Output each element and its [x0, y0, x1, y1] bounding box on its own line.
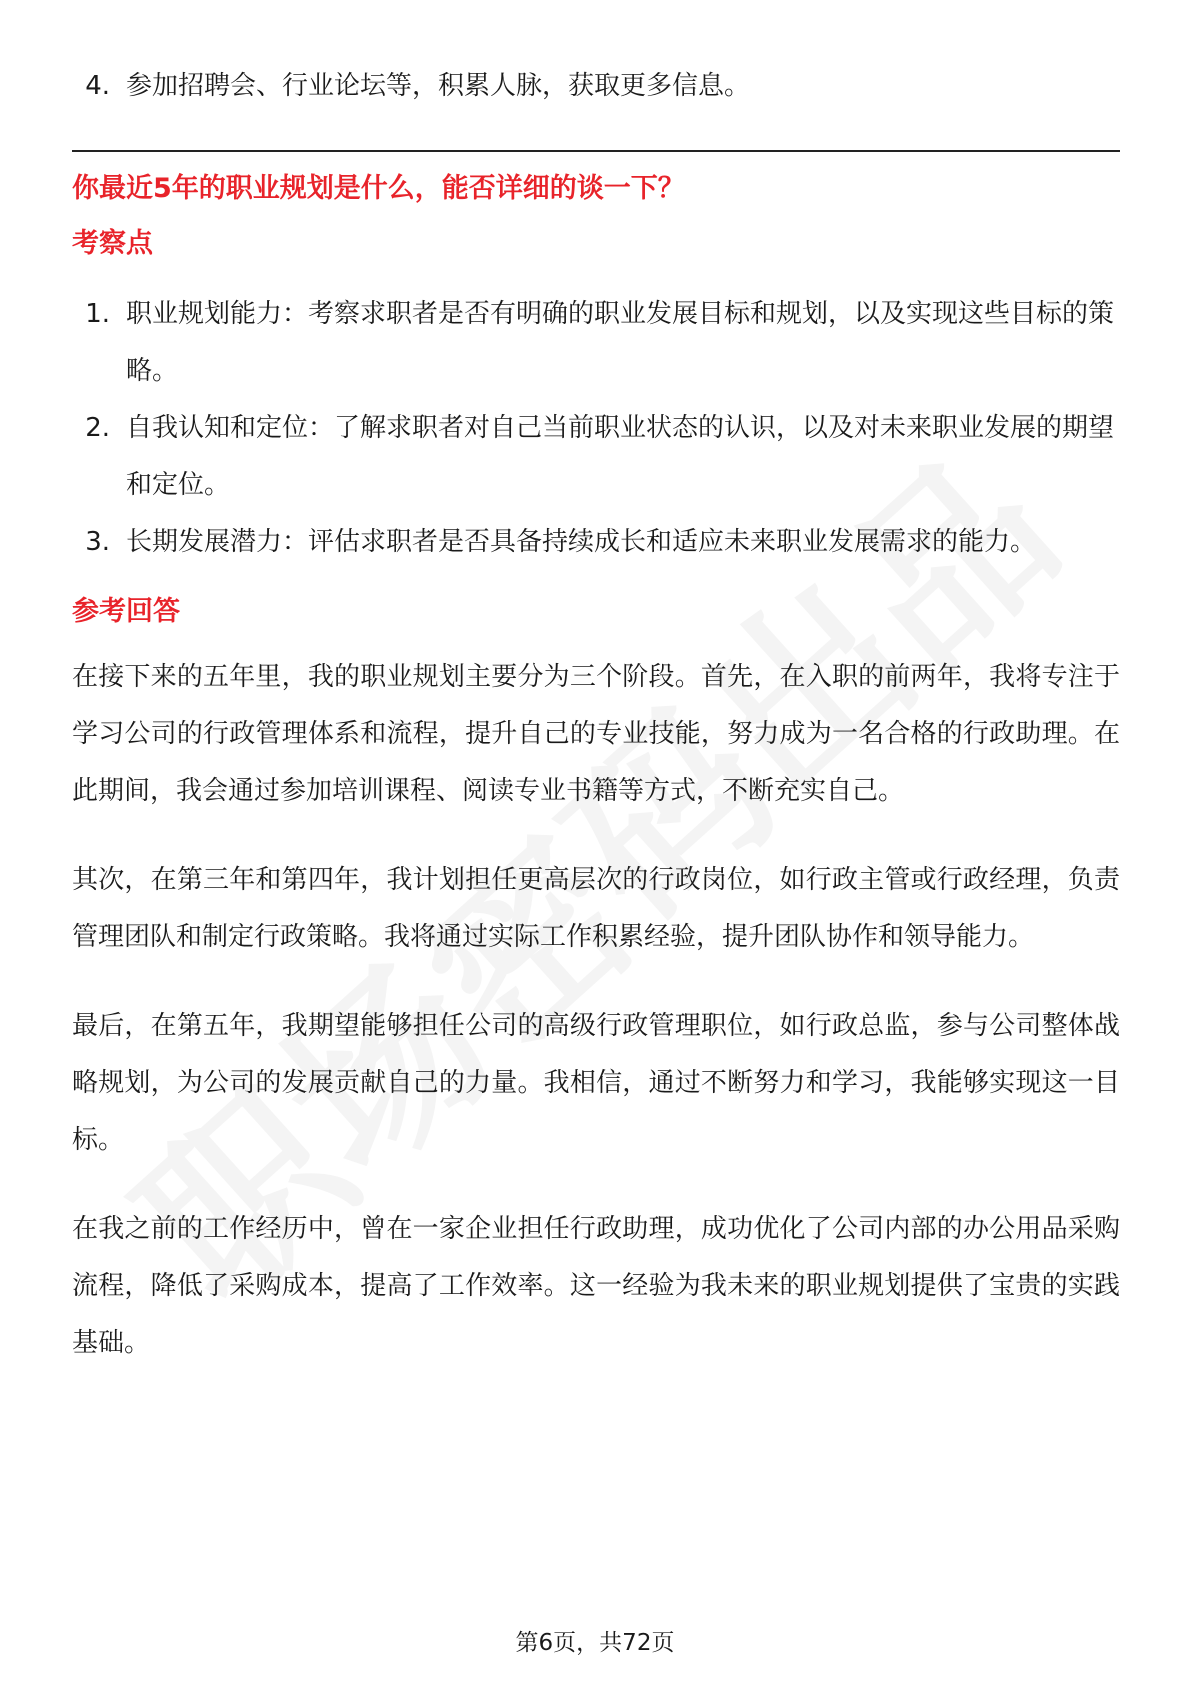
page-content — [72, 58, 1120, 1398]
answer-heading: 参考回答 — [72, 596, 180, 627]
list-item — [72, 58, 1120, 115]
list-number: 3. — [85, 527, 110, 557]
list-text: 参加招聘会、行业论坛等，积累人脉，获取更多信息。 — [126, 71, 751, 101]
previous-list — [72, 58, 1120, 115]
answer-paragraph: 最后，在第五年，我期望能够担任公司的高级行政管理职位，如行政总监，参与公司整体战略规划，为公司的发展贡献自己的力量。我相信，通过不断努力和学习，我能够实现这一目标。 — [72, 1011, 1120, 1155]
list-number: 1. — [85, 299, 110, 329]
list-item — [72, 286, 1120, 400]
section-divider — [72, 150, 1120, 152]
list-number: 4. — [85, 71, 110, 101]
list-item — [72, 400, 1120, 514]
exam-points-heading: 考察点 — [72, 228, 153, 259]
list-text: 职业规划能力：考察求职者是否有明确的职业发展目标和规划，以及实现这些目标的策略。 — [126, 299, 1115, 386]
list-item — [72, 514, 1120, 571]
question-title: 你最近5年的职业规划是什么，能否详细的谈一下？ — [72, 173, 685, 204]
list-text: 长期发展潜力：评估求职者是否具备持续成长和适应未来职业发展需求的能力。 — [126, 527, 1037, 557]
page-number-footer: 第6页，共72页 — [515, 1630, 675, 1656]
list-number: 2. — [85, 413, 110, 443]
answer-paragraph: 在接下来的五年里，我的职业规划主要分为三个阶段。首先，在入职的前两年，我将专注于学习公司的行政管理体系和流程，提升自己的专业技能，努力成为一名合格的行政助理。在此期间，我会通过参加培训课程、阅读专业书籍等方式，不断充实自己。 — [72, 662, 1120, 806]
list-text: 自我认知和定位：了解求职者对自己当前职业状态的认识，以及对未来职业发展的期望和定位。 — [126, 413, 1115, 500]
exam-points-list — [72, 286, 1120, 571]
answer-paragraph: 在我之前的工作经历中，曾在一家企业担任行政助理，成功优化了公司内部的办公用品采购流程，降低了采购成本，提高了工作效率。这一经验为我未来的职业规划提供了宝贵的实践基础。 — [72, 1214, 1120, 1358]
answer-paragraph: 其次，在第三年和第四年，我计划担任更高层次的行政岗位，如行政主管或行政经理，负责管理团队和制定行政策略。我将通过实际工作积累经验，提升团队协作和领导能力。 — [72, 865, 1120, 952]
